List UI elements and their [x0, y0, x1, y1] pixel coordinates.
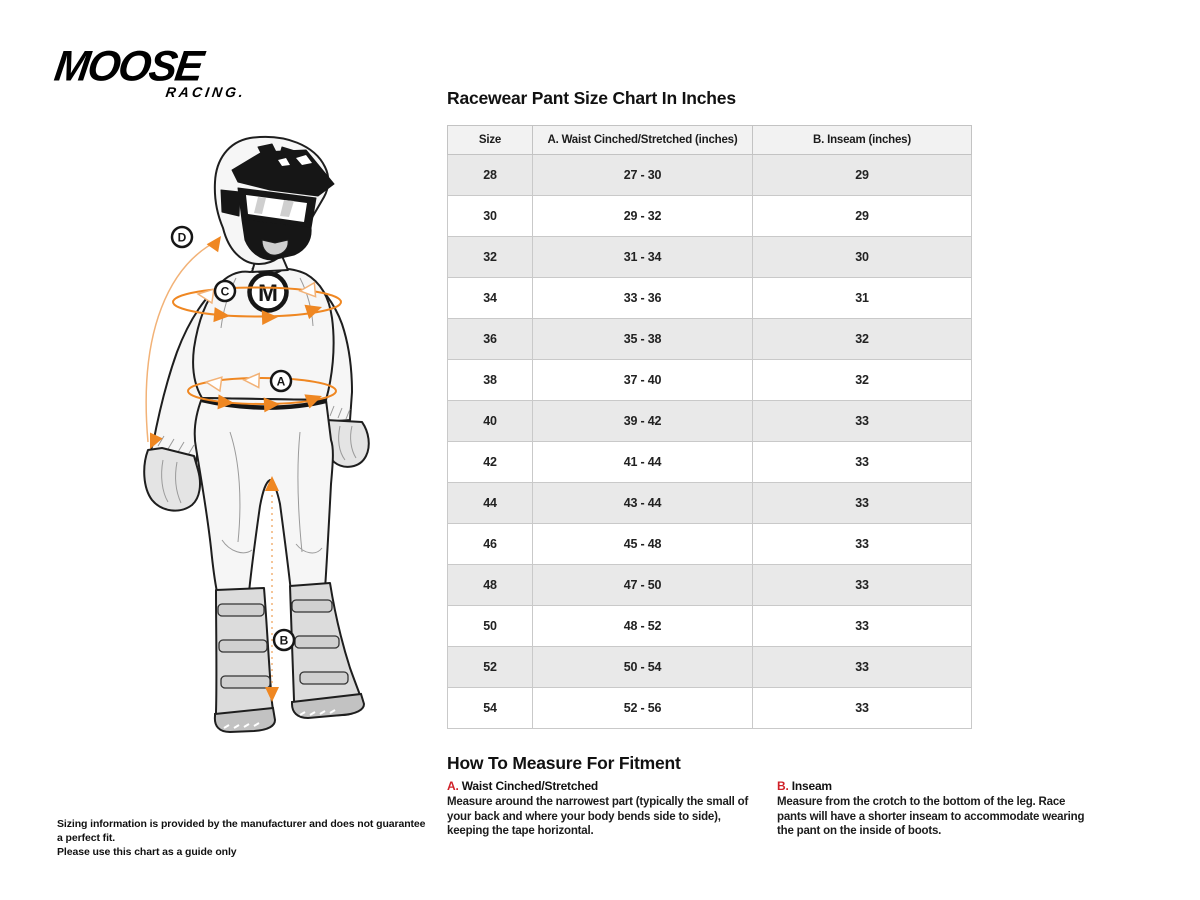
- table-cell: 33: [753, 565, 972, 606]
- table-cell: 30: [753, 237, 972, 278]
- measure-label-d: [172, 227, 192, 247]
- table-cell: 47 - 50: [533, 565, 753, 606]
- table-row: [448, 401, 972, 442]
- svg-text:C: C: [220, 284, 230, 299]
- size-chart-title: Racewear Pant Size Chart In Inches: [447, 88, 736, 108]
- table-cell: 35 - 38: [533, 319, 753, 360]
- size-table: [447, 125, 972, 729]
- table-cell: 50: [448, 606, 533, 647]
- table-cell: 33: [753, 647, 972, 688]
- table-row: [448, 688, 972, 729]
- measure-label-c: [215, 281, 235, 301]
- table-cell: 36: [448, 319, 533, 360]
- svg-text:B: B: [279, 633, 289, 648]
- table-cell: 31: [753, 278, 972, 319]
- table-cell: 34: [448, 278, 533, 319]
- table-cell: 27 - 30: [533, 155, 753, 196]
- table-cell: 33 - 36: [533, 278, 753, 319]
- table-cell: 33: [753, 483, 972, 524]
- measure-label-inseam: Inseam: [791, 779, 832, 793]
- measure-instruction-waist: [447, 779, 755, 839]
- measure-text-waist: Measure around the narrowest part (typically the small of your back and where your body bends side to side), keeping the tape horizontal.: [447, 796, 749, 837]
- table-cell: 39 - 42: [533, 401, 753, 442]
- table-cell: 29: [753, 155, 972, 196]
- jersey-logo-letter: M: [258, 280, 278, 307]
- table-cell: 52: [448, 647, 533, 688]
- table-cell: 48 - 52: [533, 606, 753, 647]
- logo-word-racing: RACING.: [164, 84, 248, 100]
- measure-letter-b: B.: [777, 779, 789, 793]
- size-table-header-cell: Size: [448, 126, 533, 155]
- measure-letter-a: A.: [447, 779, 459, 793]
- svg-text:A: A: [276, 374, 286, 389]
- table-cell: 29 - 32: [533, 196, 753, 237]
- table-row: [448, 319, 972, 360]
- table-row: [448, 606, 972, 647]
- measure-label-b: [274, 630, 294, 650]
- table-cell: 28: [448, 155, 533, 196]
- moose-racing-logo: [51, 41, 250, 100]
- how-to-measure-title: How To Measure For Fitment: [447, 753, 681, 773]
- measure-text-inseam: Measure from the crotch to the bottom of the leg. Race pants will have a shorter inseam to accommodate wearing the pant on the inside of boots.: [777, 796, 1085, 837]
- rider-left-glove: [144, 448, 200, 511]
- measure-label-waist: Waist Cinched/Stretched: [461, 779, 599, 793]
- table-cell: 44: [448, 483, 533, 524]
- size-table-header-cell: B. Inseam (inches): [753, 126, 972, 155]
- rider-illustration: [40, 110, 430, 765]
- table-cell: 41 - 44: [533, 442, 753, 483]
- table-row: [448, 196, 972, 237]
- table-row: [448, 237, 972, 278]
- table-cell: 32: [753, 319, 972, 360]
- measure-instruction-inseam: [777, 779, 1085, 839]
- table-cell: 29: [753, 196, 972, 237]
- table-row: [448, 360, 972, 401]
- table-row: [448, 278, 972, 319]
- measure-instruction-inseam-heading: [777, 779, 1085, 793]
- size-table-header-cell: A. Waist Cinched/Stretched (inches): [533, 126, 753, 155]
- table-cell: 33: [753, 524, 972, 565]
- measure-instruction-waist-heading: [447, 779, 755, 793]
- table-cell: 48: [448, 565, 533, 606]
- table-cell: 42: [448, 442, 533, 483]
- table-cell: 40: [448, 401, 533, 442]
- size-table-body: [448, 155, 972, 729]
- rider-pants: [195, 398, 333, 592]
- table-cell: 46: [448, 524, 533, 565]
- table-row: [448, 565, 972, 606]
- table-row: [448, 155, 972, 196]
- table-row: [448, 442, 972, 483]
- table-cell: 45 - 48: [533, 524, 753, 565]
- table-cell: 33: [753, 606, 972, 647]
- table-cell: 37 - 40: [533, 360, 753, 401]
- svg-text:D: D: [177, 230, 187, 245]
- table-cell: 38: [448, 360, 533, 401]
- size-table-header-row: [448, 126, 972, 155]
- table-cell: 43 - 44: [533, 483, 753, 524]
- table-cell: 33: [753, 401, 972, 442]
- table-cell: 52 - 56: [533, 688, 753, 729]
- sizing-disclaimer-line2: Please use this chart as a guide only: [57, 846, 237, 858]
- goggles-strap: [221, 190, 240, 216]
- table-cell: 33: [753, 442, 972, 483]
- logo-word-moose: MOOSE: [51, 41, 205, 90]
- table-cell: 32: [448, 237, 533, 278]
- table-cell: 32: [753, 360, 972, 401]
- table-row: [448, 647, 972, 688]
- table-cell: 30: [448, 196, 533, 237]
- table-cell: 33: [753, 688, 972, 729]
- table-cell: 31 - 34: [533, 237, 753, 278]
- table-row: [448, 524, 972, 565]
- measure-label-a: [271, 371, 291, 391]
- table-cell: 50 - 54: [533, 647, 753, 688]
- table-row: [448, 483, 972, 524]
- sizing-disclaimer: [57, 817, 429, 859]
- sizing-disclaimer-line1: Sizing information is provided by the manufacturer and does not guarantee a perfect fit.: [57, 818, 426, 844]
- table-cell: 54: [448, 688, 533, 729]
